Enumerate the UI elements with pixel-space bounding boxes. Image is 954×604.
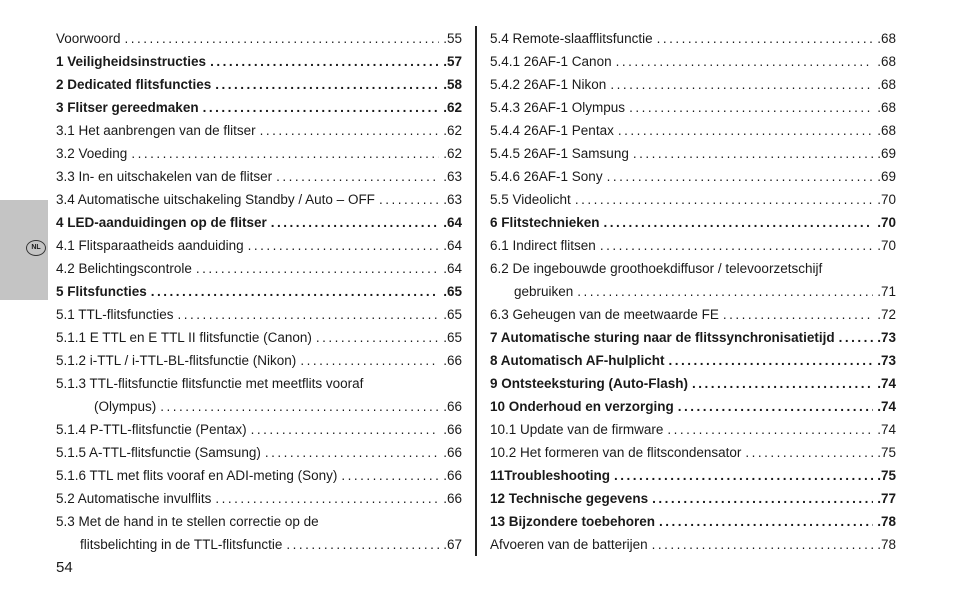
toc-entry-title: 4.2 Belichtingscontrole	[56, 261, 192, 276]
toc-entry-page: .66	[443, 353, 462, 368]
toc-dot-leader	[692, 376, 873, 391]
toc-entry[interactable]	[56, 514, 462, 537]
toc-entry-page: .69	[877, 146, 896, 161]
toc-entry[interactable]	[490, 514, 896, 537]
toc-entry-title: 3.4 Automatische uitschakeling Standby / Auto – OFF	[56, 192, 375, 207]
toc-entry-title: 5.1.6 TTL met flits vooraf en ADI-meting (Sony)	[56, 468, 338, 483]
toc-entry-page: .68	[877, 100, 896, 115]
toc-entry-title: 10.1 Update van de firmware	[490, 422, 664, 437]
toc-entry-title: Voorwoord	[56, 31, 121, 46]
toc-entry-page: .58	[443, 77, 462, 92]
toc-entry[interactable]	[490, 215, 896, 238]
toc-entry-title: 5 Flitsfuncties	[56, 284, 147, 299]
toc-entry-title: 5.4.1 26AF-1 Canon	[490, 54, 612, 69]
toc-entry[interactable]	[56, 491, 462, 514]
toc-entry[interactable]	[56, 77, 462, 100]
toc-entry-page: .72	[877, 307, 896, 322]
toc-entry-title: 6 Flitstechnieken	[490, 215, 600, 230]
toc-entry[interactable]	[490, 399, 896, 422]
toc-entry[interactable]	[56, 376, 462, 399]
toc-dot-leader	[600, 238, 873, 253]
toc-entry-title: 4.1 Flitsparaatheids aanduiding	[56, 238, 244, 253]
toc-entry[interactable]	[490, 537, 896, 560]
toc-entry[interactable]	[56, 146, 462, 169]
toc-entry-title: flitsbelichting in de TTL-flitsfunctie	[80, 537, 283, 552]
toc-dot-leader	[196, 261, 439, 276]
toc-entry[interactable]	[56, 100, 462, 123]
toc-dot-leader	[178, 307, 440, 322]
toc-dot-leader	[286, 537, 439, 552]
toc-dot-leader	[203, 100, 440, 115]
toc-dot-leader	[316, 330, 439, 345]
toc-dot-leader	[271, 215, 439, 230]
toc-dot-leader	[215, 77, 439, 92]
toc-entry-page: .63	[443, 192, 462, 207]
toc-dot-leader	[151, 284, 439, 299]
toc-dot-leader	[210, 54, 439, 69]
toc-entry[interactable]	[490, 100, 896, 123]
toc-dot-leader	[265, 445, 439, 460]
toc-entry-page: .55	[443, 31, 462, 46]
toc-entry-page: .68	[877, 54, 896, 69]
toc-entry-page: .65	[443, 307, 462, 322]
toc-right-column	[490, 31, 896, 560]
toc-entry-title: 5.1.5 A-TTL-flitsfunctie (Samsung)	[56, 445, 261, 460]
toc-entry-title: 5.1.4 P-TTL-flitsfunctie (Pentax)	[56, 422, 247, 437]
toc-entry-title: 5.5 Videolicht	[490, 192, 571, 207]
column-divider	[475, 26, 477, 556]
toc-entry[interactable]	[56, 468, 462, 491]
toc-dot-leader	[633, 146, 873, 161]
toc-entry[interactable]	[56, 238, 462, 261]
toc-entry-title: 2 Dedicated flitsfuncties	[56, 77, 212, 92]
toc-entry-page: .62	[443, 123, 462, 138]
toc-entry-title: 3.1 Het aanbrengen van de flitser	[56, 123, 256, 138]
toc-entry-page: .66	[443, 399, 462, 414]
toc-entry-title: 5.4 Remote-slaafflitsfunctie	[490, 31, 653, 46]
toc-dot-leader	[341, 468, 439, 483]
toc-entry-title: 6.3 Geheugen van de meetwaarde FE	[490, 307, 719, 322]
toc-dot-leader	[160, 399, 439, 414]
toc-entry-title: 5.4.3 26AF-1 Olympus	[490, 100, 626, 115]
toc-dot-leader	[607, 169, 874, 184]
toc-left-column	[56, 31, 462, 560]
toc-entry[interactable]	[490, 261, 896, 284]
toc-entry-title: Afvoeren van de batterijen	[490, 537, 648, 552]
toc-entry-title: 8 Automatisch AF-hulplicht	[490, 353, 665, 368]
toc-dot-leader	[610, 77, 873, 92]
toc-entry[interactable]	[56, 54, 462, 77]
toc-entry-page: .62	[443, 146, 462, 161]
toc-entry-page: .70	[877, 192, 896, 207]
toc-entry-title: gebruiken	[514, 284, 574, 299]
toc-entry-title: 5.4.2 26AF-1 Nikon	[490, 77, 607, 92]
language-badge: NL	[26, 240, 46, 256]
toc-dot-leader	[131, 146, 439, 161]
toc-entry-title: 3 Flitser gereedmaken	[56, 100, 199, 115]
toc-entry-page: .66	[443, 445, 462, 460]
toc-entry-page: .77	[877, 491, 896, 506]
toc-entry-title: (Olympus)	[94, 399, 157, 414]
toc-entry-page: .74	[877, 422, 896, 437]
toc-entry[interactable]	[56, 261, 462, 284]
toc-entry-page: .74	[877, 376, 896, 391]
toc-dot-leader	[839, 330, 874, 345]
toc-entry-title: 10.2 Het formeren van de flitscondensator	[490, 445, 742, 460]
toc-dot-leader	[577, 284, 873, 299]
toc-entry-page: .64	[443, 238, 462, 253]
toc-entry-page: .65	[443, 284, 462, 299]
toc-dot-leader	[616, 54, 874, 69]
toc-dot-leader	[657, 31, 874, 46]
toc-entry-title: 5.4.4 26AF-1 Pentax	[490, 123, 614, 138]
toc-entry-title: 9 Ontsteeksturing (Auto-Flash)	[490, 376, 689, 391]
toc-entry[interactable]	[56, 330, 462, 353]
toc-entry[interactable]	[490, 192, 896, 215]
toc-entry-title: 4 LED-aanduidingen op de flitser	[56, 215, 267, 230]
toc-entry[interactable]	[490, 284, 896, 307]
toc-dot-leader	[678, 399, 873, 414]
toc-entry-title: 6.1 Indirect flitsen	[490, 238, 596, 253]
toc-dot-leader	[215, 491, 439, 506]
toc-entry[interactable]	[56, 123, 462, 146]
toc-entry-page: .63	[443, 169, 462, 184]
toc-entry-title: 5.4.5 26AF-1 Samsung	[490, 146, 629, 161]
toc-entry[interactable]	[490, 307, 896, 330]
toc-entry-page: .66	[443, 468, 462, 483]
toc-entry[interactable]	[56, 192, 462, 215]
toc-entry-page: .73	[877, 330, 896, 345]
toc-entry-page: .78	[877, 537, 896, 552]
toc-entry-title: 5.1.2 i-TTL / i-TTL-BL-flitsfunctie (Nikon)	[56, 353, 297, 368]
toc-entry-page: .68	[877, 31, 896, 46]
toc-dot-leader	[723, 307, 873, 322]
toc-entry[interactable]	[490, 169, 896, 192]
toc-entry-page: .78	[877, 514, 896, 529]
toc-entry[interactable]	[490, 353, 896, 376]
toc-dot-leader	[248, 238, 440, 253]
toc-entry-title: 6.2 De ingebouwde groothoekdiffusor / televoorzetschijf	[490, 261, 823, 276]
toc-dot-leader	[300, 353, 439, 368]
toc-entry[interactable]	[490, 330, 896, 353]
toc-entry[interactable]	[56, 31, 462, 54]
page-number: 54	[56, 559, 73, 576]
toc-entry-title: 11Troubleshooting	[490, 468, 611, 483]
toc-entry-title: 7 Automatische sturing naar de flitssynchronisatietijd	[490, 330, 835, 345]
toc-entry-title: 1 Veiligheidsinstructies	[56, 54, 207, 69]
toc-entry[interactable]	[490, 445, 896, 468]
toc-entry-title: 3.2 Voeding	[56, 146, 128, 161]
toc-entry-title: 5.1 TTL-flitsfuncties	[56, 307, 174, 322]
toc-entry-page: .71	[877, 284, 896, 299]
toc-entry-page: .66	[443, 422, 462, 437]
toc-entry-page: .70	[877, 238, 896, 253]
toc-entry-page: .73	[877, 353, 896, 368]
toc-entry-page: .75	[877, 445, 896, 460]
toc-entry[interactable]	[56, 169, 462, 192]
toc-entry[interactable]	[56, 537, 462, 560]
toc-entry[interactable]	[490, 146, 896, 169]
toc-dot-leader	[629, 100, 873, 115]
toc-entry[interactable]	[490, 422, 896, 445]
toc-dot-leader	[618, 123, 873, 138]
toc-dot-leader	[125, 31, 440, 46]
toc-entry-page: .68	[877, 77, 896, 92]
toc-entry-page: .66	[443, 491, 462, 506]
toc-entry-page: .70	[877, 215, 896, 230]
toc-entry[interactable]	[56, 353, 462, 376]
toc-entry-page: .75	[877, 468, 896, 483]
toc-entry[interactable]	[490, 376, 896, 399]
toc-entry[interactable]	[490, 54, 896, 77]
toc-entry[interactable]	[56, 307, 462, 330]
toc-dot-leader	[614, 468, 873, 483]
toc-entry[interactable]	[56, 284, 462, 307]
toc-dot-leader	[669, 353, 874, 368]
toc-entry[interactable]	[56, 422, 462, 445]
toc-entry[interactable]	[490, 468, 896, 491]
toc-entry[interactable]	[490, 491, 896, 514]
toc-entry-page: .62	[443, 100, 462, 115]
toc-dot-leader	[379, 192, 439, 207]
toc-dot-leader	[667, 422, 873, 437]
toc-entry-title: 5.4.6 26AF-1 Sony	[490, 169, 603, 184]
toc-dot-leader	[652, 491, 873, 506]
toc-entry[interactable]	[490, 238, 896, 261]
toc-dot-leader	[659, 514, 873, 529]
toc-entry[interactable]	[56, 215, 462, 238]
toc-entry-title: 10 Onderhoud en verzorging	[490, 399, 674, 414]
toc-entry-title: 12 Technische gegevens	[490, 491, 649, 506]
toc-entry-page: .57	[443, 54, 462, 69]
toc-entry-page: .64	[443, 215, 462, 230]
toc-entry-page: .65	[443, 330, 462, 345]
toc-entry-title: 5.1.3 TTL-flitsfunctie flitsfunctie met meetflits vooraf	[56, 376, 364, 391]
toc-dot-leader	[652, 537, 874, 552]
toc-dot-leader	[575, 192, 873, 207]
toc-dot-leader	[251, 422, 440, 437]
toc-entry[interactable]	[490, 77, 896, 100]
toc-dot-leader	[260, 123, 440, 138]
toc-dot-leader	[604, 215, 874, 230]
toc-entry[interactable]	[56, 399, 462, 422]
toc-dot-leader	[276, 169, 439, 184]
toc-entry-title: 5.3 Met de hand in te stellen correctie op de	[56, 514, 319, 529]
toc-entry-page: .64	[443, 261, 462, 276]
toc-entry-title: 3.3 In- en uitschakelen van de flitser	[56, 169, 273, 184]
toc-entry-page: .67	[443, 537, 462, 552]
toc-entry[interactable]	[490, 31, 896, 54]
toc-entry-page: .74	[877, 399, 896, 414]
toc-entry-title: 5.2 Automatische invulflits	[56, 491, 212, 506]
toc-entry[interactable]	[490, 123, 896, 146]
toc-entry-title: 5.1.1 E TTL en E TTL II flitsfunctie (Canon)	[56, 330, 312, 345]
toc-dot-leader	[745, 445, 873, 460]
toc-entry[interactable]	[56, 445, 462, 468]
toc-entry-title: 13 Bijzondere toebehoren	[490, 514, 656, 529]
toc-entry-page: .69	[877, 169, 896, 184]
toc-entry-page: .68	[877, 123, 896, 138]
